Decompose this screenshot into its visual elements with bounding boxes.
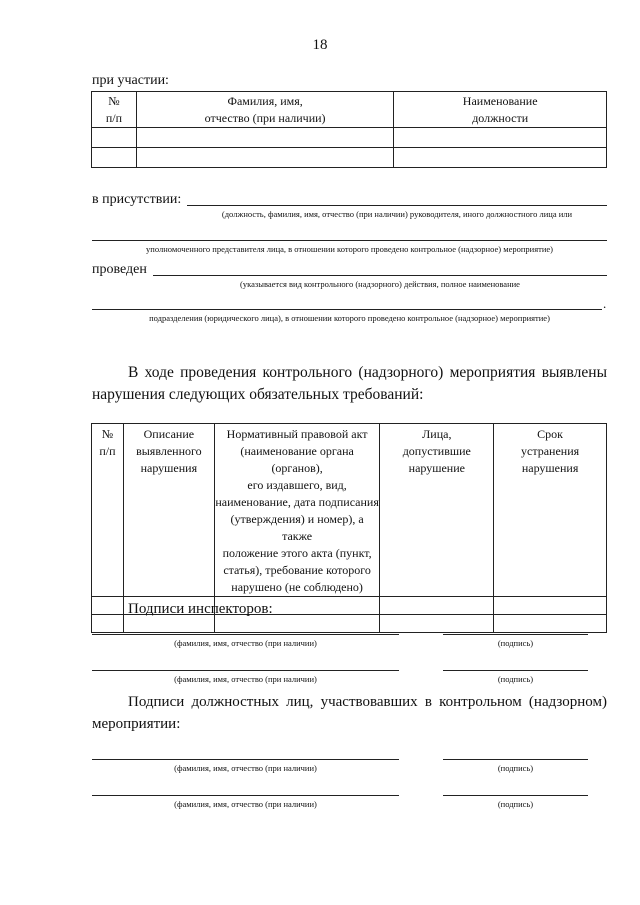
participation-table: [91, 91, 607, 168]
inspectors-heading: Подписи инспекторов:: [128, 601, 273, 617]
presence-caption-2: уполномоченного представителя лица, в отношении которого проведено контрольное (надзорное) мероприятие): [146, 244, 553, 254]
table-row: [92, 148, 607, 168]
violations-header-cell: Нормативный правовой акт (наименование органа (органов), его издавшего, вид, наименование, дата подписания (утверждения) и номер), а также положение этого акта (пункт, статья), требование которого нарушено (не соблюдено): [214, 424, 380, 597]
inspector-signature-caption-1: (подпись): [497, 638, 534, 648]
conducted-end-mark: .: [603, 296, 607, 311]
table-cell[interactable]: [380, 615, 494, 633]
table-cell[interactable]: [394, 128, 607, 148]
officials-heading: Подписи должностных лиц, участвовавших в контрольном (надзорном) мероприятии:: [92, 694, 607, 732]
presence-line-1[interactable]: [187, 205, 607, 206]
official-signature-line-1[interactable]: [443, 759, 588, 760]
participation-header-row: [92, 92, 607, 128]
participation-header-cell: Наименование должности: [394, 92, 607, 128]
inspector-name-line-1[interactable]: [92, 634, 399, 635]
official-signature-line-2[interactable]: [443, 795, 588, 796]
participation-label: при участии:: [92, 73, 169, 88]
official-name-caption-1: (фамилия, имя, отчество (при наличии): [174, 763, 317, 773]
violations-header-cell: Срок устранения нарушения: [494, 424, 607, 597]
violations-header-cell: Описание выявленного нарушения: [123, 424, 214, 597]
table-cell[interactable]: [380, 597, 494, 615]
violations-header-row: [92, 424, 607, 597]
official-name-line-2[interactable]: [92, 795, 399, 796]
table-cell[interactable]: [136, 128, 393, 148]
table-row: [92, 128, 607, 148]
conducted-line-2[interactable]: [92, 309, 602, 310]
presence-caption-1: (должность, фамилия, имя, отчество (при наличии) руководителя, иного должностного лица или: [221, 209, 573, 219]
inspector-name-caption-2: (фамилия, имя, отчество (при наличии): [174, 674, 317, 684]
participation-header-cell: Фамилия, имя, отчество (при наличии): [136, 92, 393, 128]
official-signature-caption-2: (подпись): [497, 799, 534, 809]
violations-header-cell: № п/п: [92, 424, 124, 597]
table-cell[interactable]: [494, 615, 607, 633]
presence-label: в присутствии:: [92, 192, 182, 207]
official-signature-caption-1: (подпись): [497, 763, 534, 773]
participation-header-cell: № п/п: [92, 92, 137, 128]
table-cell[interactable]: [92, 615, 124, 633]
official-name-caption-2: (фамилия, имя, отчество (при наличии): [174, 799, 317, 809]
conducted-caption-1: (указывается вид контрольного (надзорного) действия, полное наименование: [240, 279, 520, 289]
inspector-name-caption-1: (фамилия, имя, отчество (при наличии): [174, 638, 317, 648]
official-name-line-1[interactable]: [92, 759, 399, 760]
conducted-label: проведен: [92, 262, 147, 277]
violations-intro: В ходе проведения контрольного (надзорного) мероприятия выявлены нарушения следующих обязательных требований:: [92, 364, 607, 403]
table-cell[interactable]: [92, 148, 137, 168]
table-cell[interactable]: [394, 148, 607, 168]
table-cell[interactable]: [92, 597, 124, 615]
inspector-name-line-2[interactable]: [92, 670, 399, 671]
table-cell[interactable]: [92, 128, 137, 148]
presence-line-2[interactable]: [92, 240, 607, 241]
table-cell[interactable]: [494, 597, 607, 615]
conducted-caption-2: подразделения (юридического лица), в отношении которого проведено контрольное (надзорное) мероприятие): [149, 313, 550, 323]
violations-header-cell: Лица, допустившие нарушение: [380, 424, 494, 597]
inspector-signature-caption-2: (подпись): [497, 674, 534, 684]
page-number: 18: [312, 37, 328, 53]
conducted-line-1[interactable]: [153, 275, 607, 276]
inspector-signature-line-1[interactable]: [443, 634, 588, 635]
inspector-signature-line-2[interactable]: [443, 670, 588, 671]
table-cell[interactable]: [136, 148, 393, 168]
